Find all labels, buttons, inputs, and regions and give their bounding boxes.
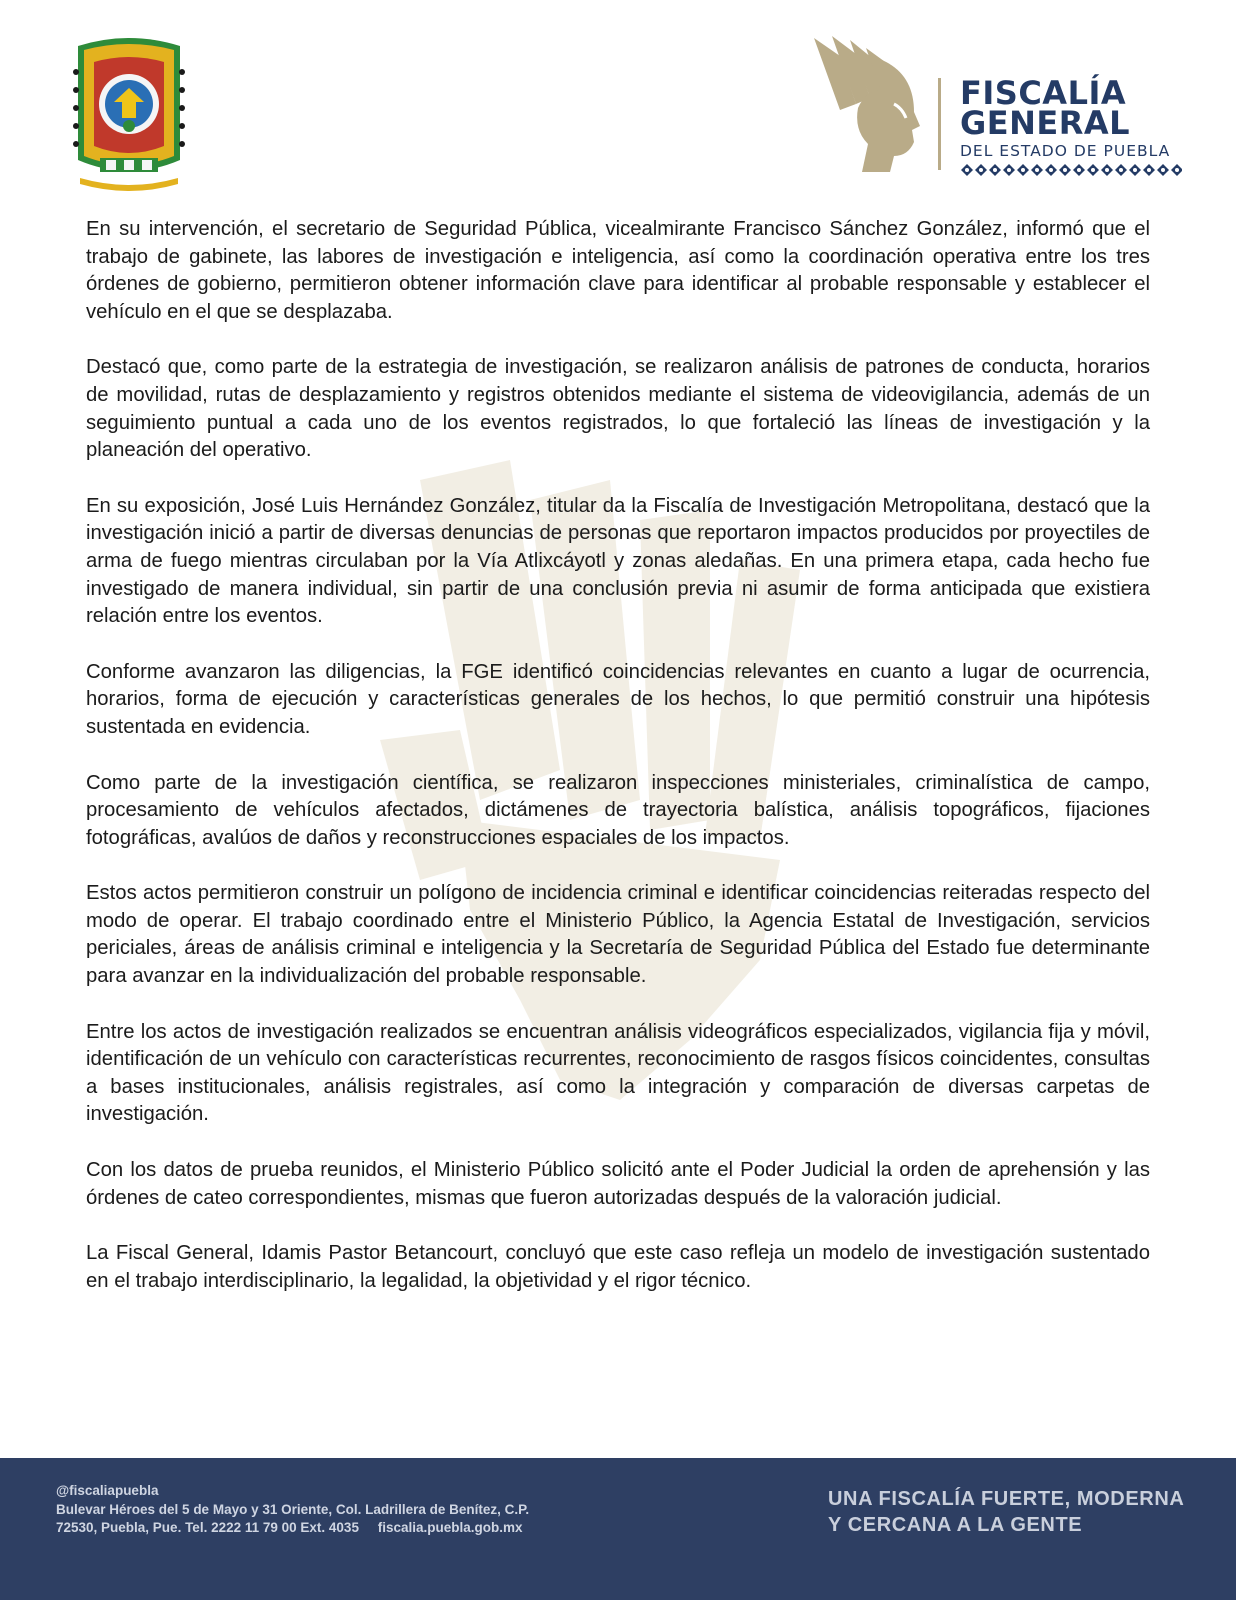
decorative-pattern-icon	[960, 163, 1182, 177]
paragraph: En su exposición, José Luis Hernández González, titular da la Fiscalía de Investigación Metropolitana, destacó que la investigación inició a partir de diversas denuncias de personas que reportaron impactos producidos por proyectiles de arma de fuego mientras circulaban por la Vía Atlixcáyotl y zonas aledañas. En una primera etapa, cada hecho fue investigado de manera individual, sin partir de una conclusión previa ni asumir de forma anticipada que existiera relación entre los eventos.	[86, 494, 1150, 628]
paragraph: Con los datos de prueba reunidos, el Ministerio Público solicitó ante el Poder Judicial la orden de aprehensión y las órdenes de cateo correspondientes, mismas que fueron autorizadas después de la valoración judicial.	[86, 1159, 1150, 1209]
puebla-state-seal-icon	[70, 32, 188, 192]
footer-address-line1: Bulevar Héroes del 5 de Mayo y 31 Oriente, Col. Ladrillera de Benítez, C.P.	[56, 1501, 530, 1517]
paragraph: Entre los actos de investigación realizados se encuentran análisis videográficos especializados, vigilancia fija y móvil, identificación de un vehículo con características recurrentes, reconocimiento de rasgos físicos coincidentes, consultas a bases institucionales, análisis registrales, así como la integración y comparación de diversas carpetas de investigación.	[86, 1020, 1150, 1126]
paragraph: Conforme avanzaron las diligencias, la FGE identificó coincidencias relevantes en cuanto a lugar de ocurrencia, horarios, forma de ejecución y características generales de los hechos, lo que permitió construir una hipótesis sustentada en evidencia.	[86, 660, 1150, 738]
paragraph: Estos actos permitieron construir un polígono de incidencia criminal e identificar coincidencias reiteradas respecto del modo de operar. El trabajo coordinado entre el Ministerio Público, la Agencia Estatal de Investigación, servicios periciales, áreas de análisis criminal e inteligencia y la Secretaría de Seguridad Pública del Estado fue determinante para avanzar en la individualización del probable responsable.	[86, 882, 1150, 988]
footer-slogan	[828, 1486, 1184, 1538]
logo-text	[960, 74, 1182, 177]
press-release-body	[86, 216, 1150, 1323]
winged-head-icon	[810, 34, 930, 174]
page-footer	[0, 1458, 1236, 1600]
footer-contact	[56, 1482, 529, 1538]
social-handle: @fiscaliapuebla	[56, 1483, 159, 1498]
footer-address-line2: 72530, Puebla, Pue. Tel. 2222 11 79 00 Ext. 4035 fiscalia.puebla.gob.mx	[56, 1520, 523, 1535]
slogan-line1: UNA FISCALÍA FUERTE, MODERNA	[828, 1488, 1185, 1510]
paragraph: La Fiscal General, Idamis Pastor Betancourt, concluyó que este caso refleja un modelo de investigación sustentado en el trabajo interdisciplinario, la legalidad, la objetividad y el rigor técnico.	[86, 1242, 1150, 1292]
logo-divider	[938, 78, 941, 170]
logo-title-line1: FISCALÍA	[960, 74, 1127, 112]
logo-subtitle: DEL ESTADO DE PUEBLA	[960, 142, 1171, 160]
logo-title-line2: GENERAL	[960, 104, 1131, 142]
paragraph: Como parte de la investigación científica, se realizaron inspecciones ministeriales, criminalística de campo, procesamiento de vehículos afectados, dictámenes de trayectoria balística, análisis topográficos, fijaciones fotográficas, avalúos de daños y reconstrucciones espaciales de los impactos.	[86, 771, 1150, 849]
paragraph: Destacó que, como parte de la estrategia de investigación, se realizaron análisis de patrones de conducta, horarios de movilidad, rutas de desplazamiento y registros obtenidos mediante el sistema de videovigilancia, además de un seguimiento puntual a cada uno de los eventos registrados, lo que fortaleció las líneas de investigación y la planeación del operativo.	[86, 356, 1150, 462]
fiscalia-logo	[810, 34, 1190, 184]
paragraph: En su intervención, el secretario de Seguridad Pública, vicealmirante Francisco Sánchez González, informó que el trabajo de gabinete, las labores de investigación e inteligencia, así como la coordinación operativa entre los tres órdenes de gobierno, permitieron obtener información clave para identificar al probable responsable y establecer el vehículo en el que se desplazaba.	[86, 218, 1150, 323]
slogan-line2: Y CERCANA A LA GENTE	[828, 1514, 1083, 1536]
